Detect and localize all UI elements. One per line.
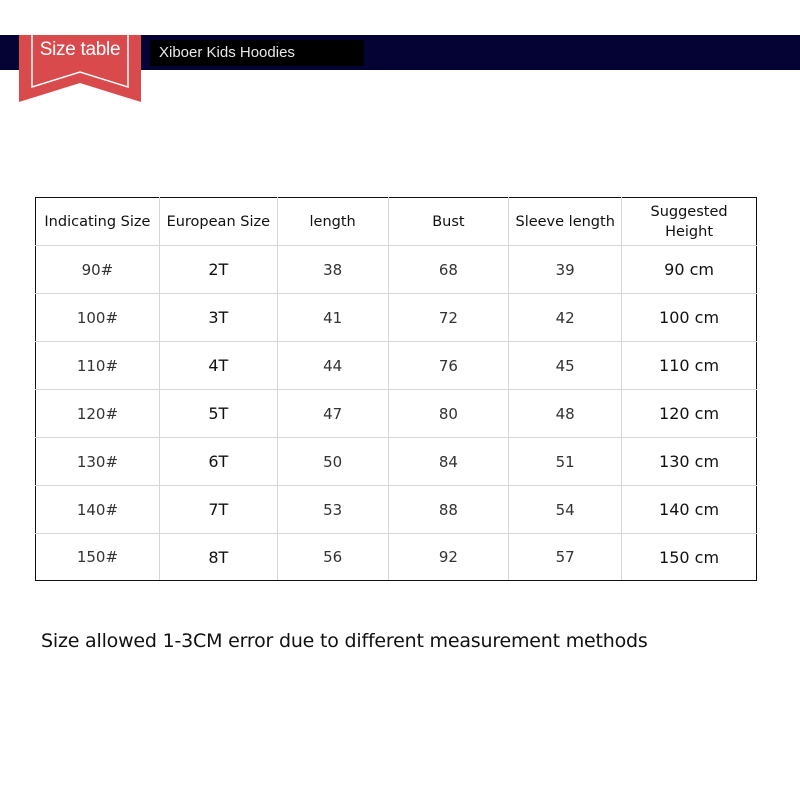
cell-sleeve-length: 57	[509, 534, 622, 581]
cell-bust: 92	[388, 534, 509, 581]
column-header-length: length	[277, 198, 388, 246]
table-header-row	[36, 198, 757, 246]
cell-bust: 68	[388, 246, 509, 294]
size-table-badge	[19, 35, 141, 102]
table-row	[36, 246, 757, 294]
cell-european-size: 8T	[159, 534, 277, 581]
cell-bust: 72	[388, 294, 509, 342]
cell-sleeve-length: 39	[509, 246, 622, 294]
cell-european-size: 3T	[159, 294, 277, 342]
cell-suggested-height: 90 cm	[622, 246, 757, 294]
cell-european-size: 4T	[159, 342, 277, 390]
cell-sleeve-length: 42	[509, 294, 622, 342]
cell-indicating-size: 150#	[36, 534, 160, 581]
cell-length: 50	[277, 438, 388, 486]
cell-sleeve-length: 48	[509, 390, 622, 438]
cell-length: 41	[277, 294, 388, 342]
cell-bust: 80	[388, 390, 509, 438]
size-table	[35, 197, 757, 581]
cell-indicating-size: 90#	[36, 246, 160, 294]
cell-indicating-size: 100#	[36, 294, 160, 342]
table-row	[36, 486, 757, 534]
cell-suggested-height: 130 cm	[622, 438, 757, 486]
cell-length: 47	[277, 390, 388, 438]
cell-length: 56	[277, 534, 388, 581]
column-header-suggested-height	[622, 198, 757, 246]
cell-suggested-height: 140 cm	[622, 486, 757, 534]
table-row	[36, 390, 757, 438]
cell-indicating-size: 120#	[36, 390, 160, 438]
product-title: Xiboer Kids Hoodies	[150, 40, 364, 66]
cell-sleeve-length: 45	[509, 342, 622, 390]
cell-indicating-size: 110#	[36, 342, 160, 390]
cell-suggested-height: 120 cm	[622, 390, 757, 438]
suggested-height-line1: Suggested	[650, 203, 728, 220]
measurement-note: Size allowed 1-3CM error due to different measurement methods	[41, 630, 648, 652]
cell-sleeve-length: 51	[509, 438, 622, 486]
cell-european-size: 7T	[159, 486, 277, 534]
cell-european-size: 6T	[159, 438, 277, 486]
cell-european-size: 2T	[159, 246, 277, 294]
column-header-indicating-size: Indicating Size	[36, 198, 160, 246]
cell-suggested-height: 150 cm	[622, 534, 757, 581]
table-row	[36, 342, 757, 390]
cell-suggested-height: 110 cm	[622, 342, 757, 390]
column-header-sleeve-length: Sleeve length	[509, 198, 622, 246]
cell-bust: 84	[388, 438, 509, 486]
badge-label: Size table	[39, 39, 121, 60]
cell-indicating-size: 140#	[36, 486, 160, 534]
cell-bust: 88	[388, 486, 509, 534]
cell-indicating-size: 130#	[36, 438, 160, 486]
table-row	[36, 294, 757, 342]
cell-european-size: 5T	[159, 390, 277, 438]
cell-sleeve-length: 54	[509, 486, 622, 534]
cell-bust: 76	[388, 342, 509, 390]
suggested-height-line2: Height	[665, 223, 714, 240]
column-header-european-size: European Size	[159, 198, 277, 246]
cell-length: 44	[277, 342, 388, 390]
cell-suggested-height: 100 cm	[622, 294, 757, 342]
table-row	[36, 438, 757, 486]
column-header-bust: Bust	[388, 198, 509, 246]
cell-length: 53	[277, 486, 388, 534]
table-row	[36, 534, 757, 581]
cell-length: 38	[277, 246, 388, 294]
